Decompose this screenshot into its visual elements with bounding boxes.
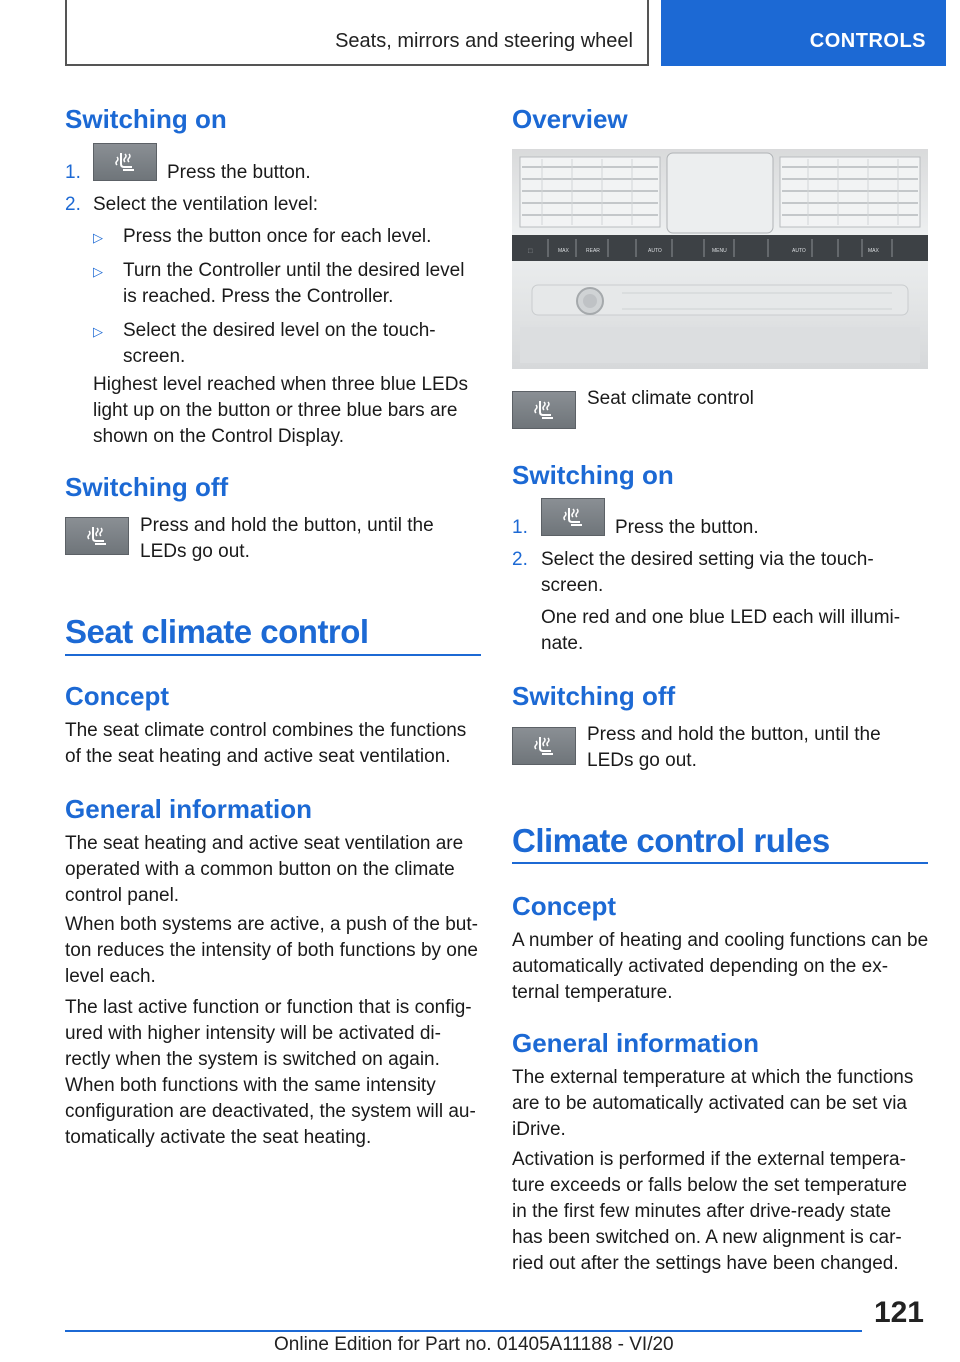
heading-switching-on: Switching on xyxy=(65,104,227,134)
climate-panel-image xyxy=(512,149,928,369)
triangle-right-icon: ▷ xyxy=(93,230,103,245)
seat-climate-icon xyxy=(531,733,557,759)
heading-switching-on: Switching on xyxy=(512,460,674,490)
seat-climate-button-icon xyxy=(512,391,576,429)
heading-switching-off: Switching off xyxy=(65,472,229,502)
heading-general-information: General information xyxy=(512,1028,760,1058)
panel-label: AUTO xyxy=(792,248,806,254)
general-text: The seat heating and active seat ventilation are operated with a common button on the climate control panel. xyxy=(65,833,464,906)
panel-label: MENU xyxy=(712,248,727,254)
header-section-box xyxy=(65,0,649,66)
panel-label: MAX xyxy=(558,248,569,254)
concept-text: A number of heating and cooling functions can be automatically activated depending on the ex-ternal temperature. xyxy=(512,930,929,1003)
seat-climate-icon xyxy=(531,397,557,423)
page-number: 121 xyxy=(873,1296,924,1329)
header-section-title: Seats, mirrors and steering wheel xyxy=(335,30,633,52)
seat-climate-button-icon xyxy=(65,517,129,555)
step-note: One red and one blue LED each will illumi-nate. xyxy=(541,607,901,654)
step-number: 2. xyxy=(65,194,81,215)
general-text: The external temperature at which the functions are to be automatically activated can be set via iDrive. xyxy=(512,1067,914,1140)
panel-label: REAR xyxy=(586,248,600,254)
step-number: 1. xyxy=(512,517,528,538)
footer-edition: Online Edition for Part no. 01405A11188 - VI/20 xyxy=(274,1334,674,1355)
switch-off-text: Press and hold the button, until the LEDs go out. xyxy=(587,724,881,771)
step-text: Press the button. xyxy=(615,517,759,538)
heading-overview: Overview xyxy=(512,104,628,134)
svg-text:⬚: ⬚ xyxy=(528,248,533,254)
triangle-right-icon: ▷ xyxy=(93,324,103,339)
seat-climate-button-icon xyxy=(512,727,576,765)
seat-climate-button-icon xyxy=(93,143,157,181)
section-rule xyxy=(512,862,928,864)
general-text: The last active function or function that is config-ured with higher intensity will be activated di-rectly when the system is switched on again. When both functions with the same intensity configuration are deactivated, the system will au-tomatically activate the seat heating. xyxy=(65,997,476,1148)
general-text: Activation is performed if the external tempera-ture exceeds or falls below the set temperature in the first few minutes after drive-ready state has been switched on. A new alignment is car-ried out after the settings have been changed. xyxy=(512,1149,907,1274)
general-text: When both systems are active, a push of the but-ton reduces the intensity of both functions by one level each. xyxy=(65,914,478,987)
heading-concept: Concept xyxy=(512,891,616,921)
section-rule xyxy=(65,654,481,656)
legend-text: Seat climate control xyxy=(587,388,754,409)
panel-label: AUTO xyxy=(648,248,662,254)
step-number: 2. xyxy=(512,549,528,570)
step-text: Select the desired setting via the touch-screen. xyxy=(541,549,874,596)
switch-off-text: Press and hold the button, until the LEDs go out. xyxy=(140,515,434,562)
header-tab-label: CONTROLS xyxy=(809,30,926,52)
heading-general-information: General information xyxy=(65,794,313,824)
header-tab xyxy=(661,0,946,66)
bullet-text: Turn the Controller until the desired level is reached. Press the Controller. xyxy=(123,260,465,307)
heading-seat-climate-control: Seat climate control xyxy=(65,613,369,650)
step-text: Press the button. xyxy=(167,162,311,183)
heading-climate-control-rules: Climate control rules xyxy=(512,822,830,859)
bullet-text: Press the button once for each level. xyxy=(123,226,432,247)
concept-text: The seat climate control combines the functions of the seat heating and active seat ventilation. xyxy=(65,720,467,767)
step-number: 1. xyxy=(65,162,81,183)
seat-climate-icon xyxy=(112,149,138,175)
triangle-right-icon: ▷ xyxy=(93,264,103,279)
heading-switching-off: Switching off xyxy=(512,681,676,711)
heading-concept: Concept xyxy=(65,681,169,711)
seat-climate-icon xyxy=(560,504,586,530)
step-text: Select the ventilation level: xyxy=(93,194,318,215)
footer-rule xyxy=(65,1330,862,1332)
bullet-text: Select the desired level on the touch-screen. xyxy=(123,320,436,367)
note-text: Highest level reached when three blue LEDs light up on the button or three blue bars are shown on the Control Display. xyxy=(93,374,468,447)
seat-climate-icon xyxy=(84,523,110,549)
climate-panel-drawing xyxy=(512,149,928,369)
panel-label: MAX xyxy=(868,248,879,254)
seat-climate-button-icon xyxy=(541,498,605,536)
